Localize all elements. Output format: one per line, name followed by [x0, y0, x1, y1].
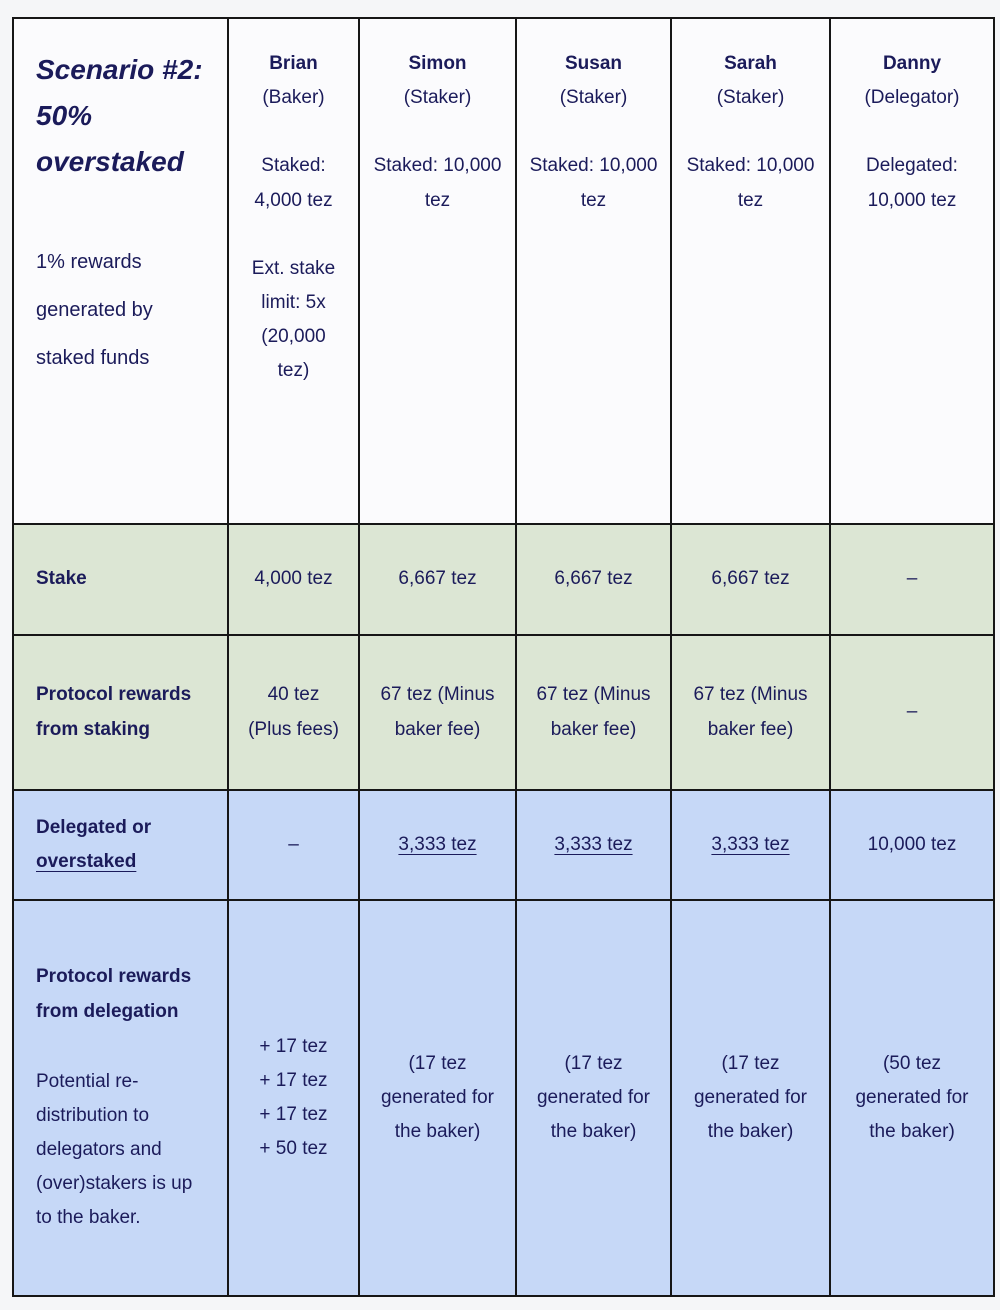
- delegated-danny: 10,000 tez: [830, 790, 994, 900]
- person-role: (Staker): [403, 87, 472, 109]
- delegated-label-overstaked: overstaked: [36, 851, 137, 872]
- person-stake-detail: Staked: 10,000 tez: [686, 155, 815, 211]
- person-header-susan: [516, 18, 671, 524]
- scenario-note: 1% rewards generated by staked funds: [36, 250, 153, 369]
- staking-rewards-sarah: 67 tez (Minus baker fee): [671, 635, 830, 790]
- brian-reward-line: + 17 tez: [259, 1104, 328, 1125]
- delegated-sarah: [671, 790, 830, 900]
- person-header-danny: [830, 18, 994, 524]
- staking-rewards-susan: 67 tez (Minus baker fee): [516, 635, 671, 790]
- staking-rewards-row: [13, 635, 994, 790]
- person-header-simon: [359, 18, 516, 524]
- brian-reward-line: + 50 tez: [259, 1138, 328, 1160]
- scenario-title: Scenario #2: 50% overstaked: [36, 54, 203, 178]
- person-role: (Staker): [716, 87, 785, 109]
- person-role: (Baker): [262, 87, 325, 109]
- person-name: Simon: [408, 53, 467, 74]
- delegation-rewards-row: [13, 900, 994, 1296]
- delegated-susan: [516, 790, 671, 900]
- stake-danny: –: [830, 524, 994, 635]
- delegation-rewards-susan: (17 tez generated for the baker): [516, 900, 671, 1296]
- delegated-simon-value: 3,333 tez: [398, 833, 477, 855]
- staking-rewards-simon: 67 tez (Minus baker fee): [359, 635, 516, 790]
- brian-reward-line: + 17 tez: [259, 1069, 328, 1091]
- staking-rewards-danny: –: [830, 635, 994, 790]
- brian-reward-line: + 17 tez: [259, 1035, 328, 1057]
- scenario-header-cell: [13, 18, 228, 524]
- person-name: Susan: [564, 53, 623, 74]
- delegated-label-plain: Delegated or: [36, 816, 152, 838]
- delegation-rewards-brian: [228, 900, 359, 1296]
- person-stake-detail: Staked: 4,000 tez: [254, 155, 333, 211]
- delegated-simon: [359, 790, 516, 900]
- person-role: (Delegator): [864, 87, 960, 109]
- staking-scenario-table: [12, 17, 995, 1297]
- delegation-rewards-danny: (50 tez generated for the baker): [830, 900, 994, 1296]
- delegated-susan-value: 3,333 tez: [554, 833, 633, 855]
- stake-brian: 4,000 tez: [228, 524, 359, 635]
- person-name: Brian: [269, 53, 318, 74]
- delegated-brian: –: [228, 790, 359, 900]
- delegation-rewards-title: Protocol rewards from delegation: [36, 966, 192, 1022]
- stake-simon: 6,667 tez: [359, 524, 516, 635]
- person-stake-detail: Staked: 10,000 tez: [529, 155, 658, 211]
- delegation-rewards-simon: (17 tez generated for the baker): [359, 900, 516, 1296]
- stake-row-label: Stake: [13, 524, 228, 635]
- staking-rewards-label: Protocol rewards from staking: [13, 635, 228, 790]
- delegated-row-label: [13, 790, 228, 900]
- person-header-brian: [228, 18, 359, 524]
- delegation-rewards-sarah: (17 tez generated for the baker): [671, 900, 830, 1296]
- delegated-sarah-value: 3,333 tez: [711, 833, 790, 855]
- delegation-rewards-note: Potential re-distribution to delegators and (over)stakers is up to the baker.: [36, 1070, 193, 1229]
- stake-susan: 6,667 tez: [516, 524, 671, 635]
- person-name: Sarah: [724, 53, 777, 74]
- person-stake-limit: Ext. stake limit: 5x (20,000 tez): [251, 257, 336, 382]
- header-row: [13, 18, 994, 524]
- person-header-sarah: [671, 18, 830, 524]
- stake-sarah: 6,667 tez: [671, 524, 830, 635]
- delegated-row: [13, 790, 994, 900]
- staking-rewards-brian: 40 tez (Plus fees): [228, 635, 359, 790]
- person-role: (Staker): [559, 87, 628, 109]
- person-stake-detail: Staked: 10,000 tez: [373, 155, 502, 211]
- person-name: Danny: [882, 53, 942, 74]
- person-delegation-detail: Delegated: 10,000 tez: [866, 155, 958, 211]
- stake-row: [13, 524, 994, 635]
- delegation-rewards-label: [13, 900, 228, 1296]
